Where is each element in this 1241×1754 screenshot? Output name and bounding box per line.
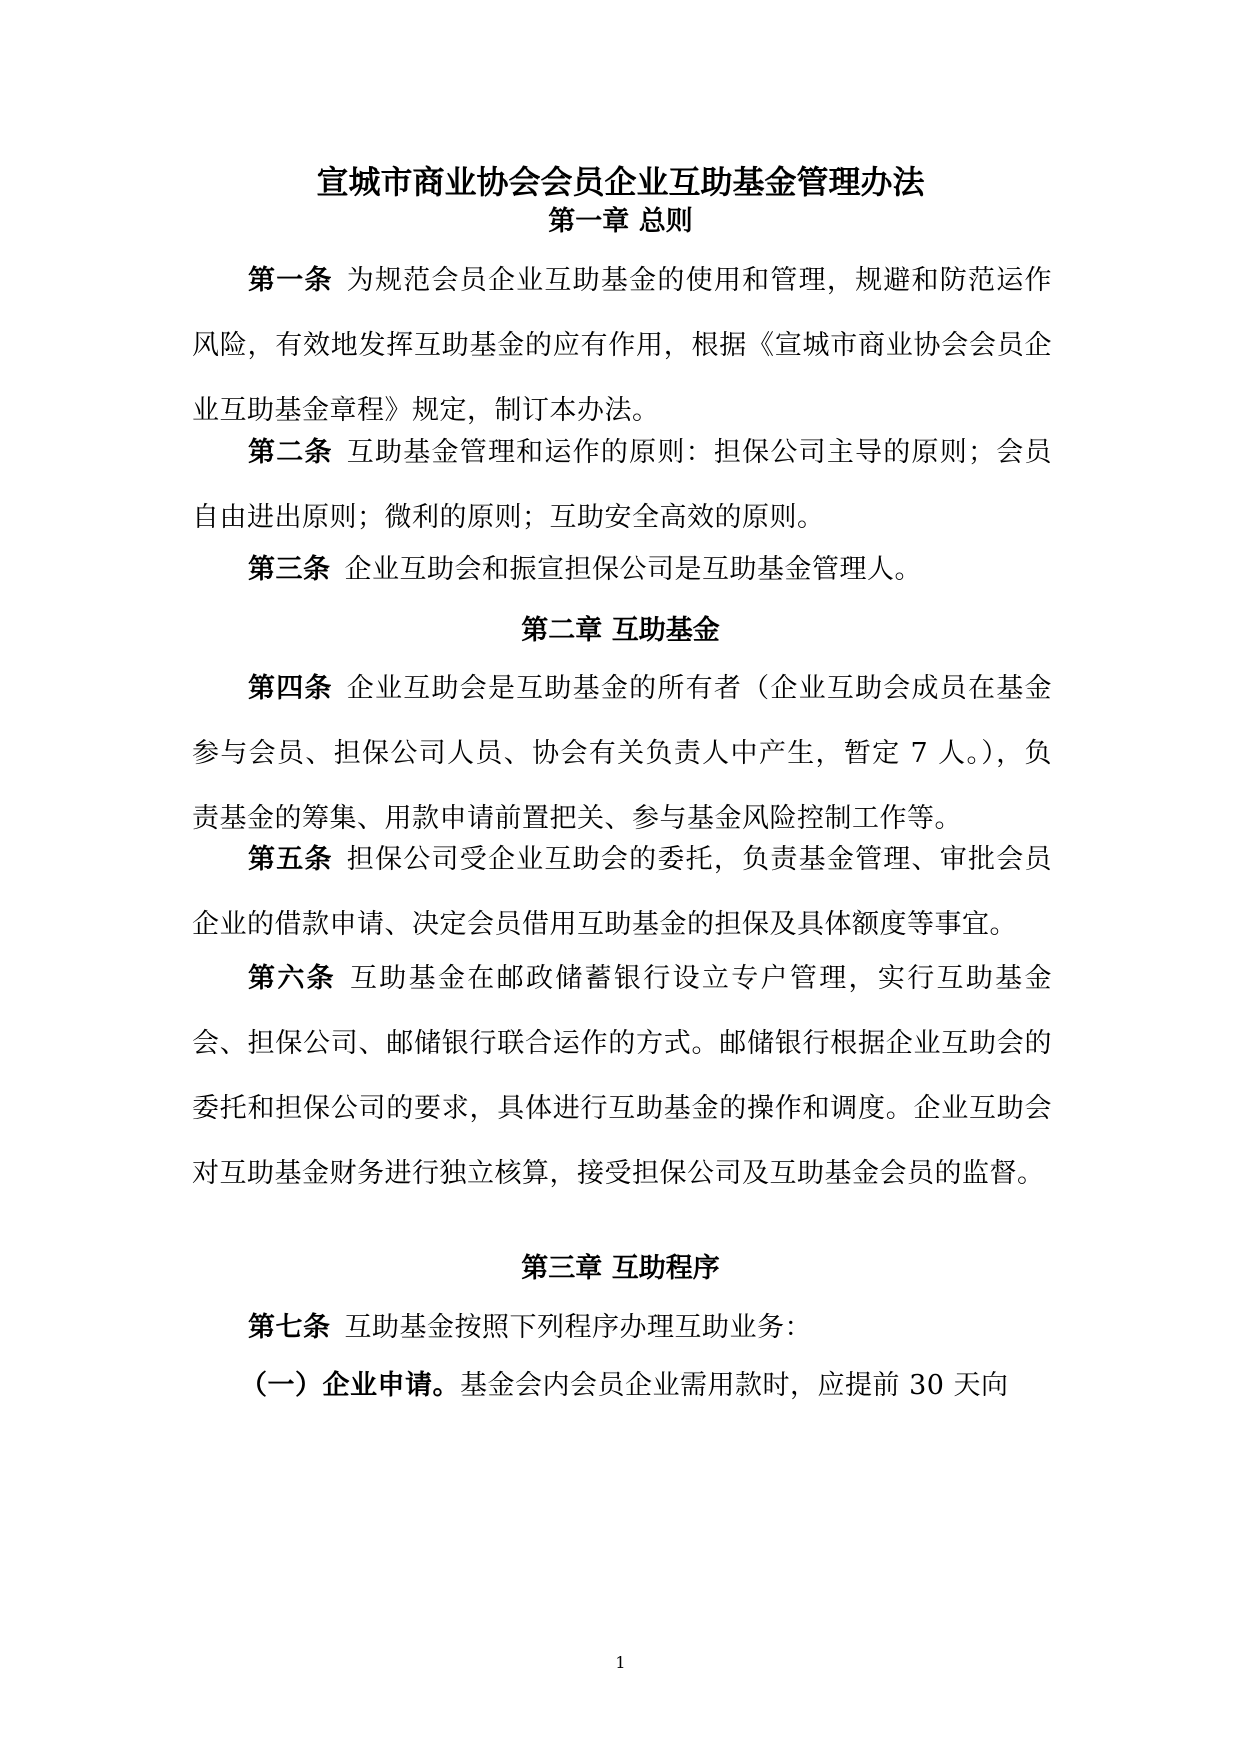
article-text: 互助基金按照下列程序办理互助业务：: [344, 1312, 812, 1343]
article-label: 第四条: [248, 673, 333, 704]
article-6: [192, 946, 1052, 1206]
chapter-heading-1: 第一章 总则: [548, 206, 693, 237]
article-3: [192, 537, 1052, 602]
page-number: 1: [615, 1653, 626, 1672]
procedure-item-1: [192, 1353, 1052, 1418]
document-title: 宣城市商业协会会员企业互助基金管理办法: [316, 163, 925, 201]
item-text: 基金会内会员企业需用款时，应提前 30 天向: [460, 1370, 1009, 1401]
article-text: 为规范会员企业互助基金的使用和管理，规避和防范运作风险，有效地发挥互助基金的应有作用，根据《宣城市商业协会会员企业互助基金章程》规定，制订本办法。: [192, 265, 1053, 426]
article-text: 互助基金管理和运作的原则：担保公司主导的原则；会员自由进出原则；微利的原则；互助安全高效的原则。: [192, 437, 1053, 533]
article-label: 第二条: [248, 437, 333, 468]
article-4: [192, 656, 1052, 851]
article-text: 互助基金在邮政储蓄银行设立专户管理，实行互助基金会、担保公司、邮储银行联合运作的方式。邮储银行根据企业互助会的委托和担保公司的要求，具体进行互助基金的操作和调度。企业互助会对互助基金财务进行独立核算，接受担保公司及互助基金会员的监督。: [192, 963, 1053, 1189]
article-text: 企业互助会和振宣担保公司是互助基金管理人。: [344, 554, 922, 585]
article-2: [192, 420, 1052, 550]
article-1: [192, 248, 1052, 443]
article-label: 第六条: [248, 963, 336, 994]
article-label: 第三条: [248, 554, 331, 585]
article-text: 企业互助会是互助基金的所有者（企业互助会成员在基金参与会员、担保公司人员、协会有关负责人中产生，暂定 7 人。），负责基金的筹集、用款申请前置把关、参与基金风险控制工作等。: [192, 673, 1053, 834]
chapter-heading-2: 第二章 互助基金: [521, 615, 720, 646]
article-label: 第五条: [248, 844, 333, 875]
article-label: 第七条: [248, 1312, 331, 1343]
chapter-heading-3: 第三章 互助程序: [521, 1253, 720, 1284]
item-label: （一）企业申请。: [240, 1370, 460, 1401]
article-label: 第一条: [248, 265, 333, 296]
article-text: 担保公司受企业互助会的委托，负责基金管理、审批会员企业的借款申请、决定会员借用互助基金的担保及具体额度等事宜。: [192, 844, 1053, 940]
article-5: [192, 827, 1052, 957]
article-7: [192, 1295, 1052, 1360]
